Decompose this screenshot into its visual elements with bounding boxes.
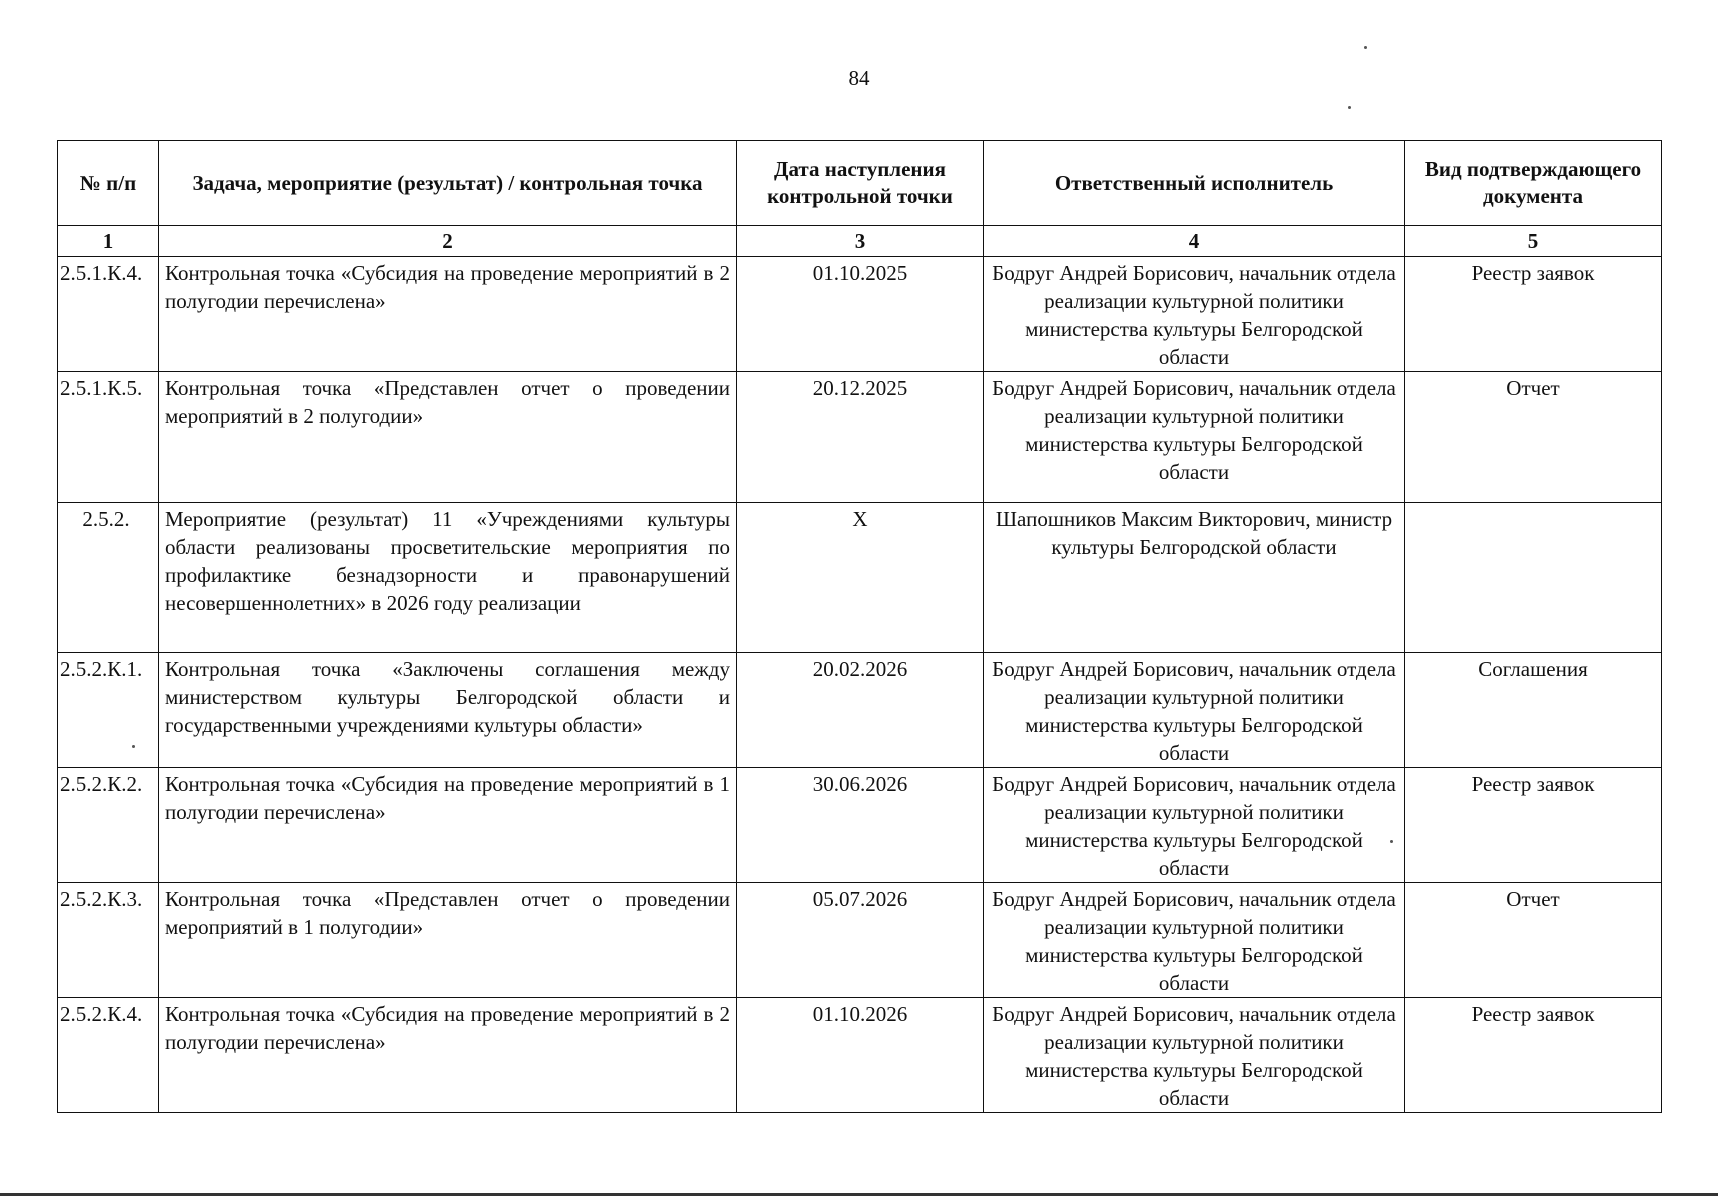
row-task: Контрольная точка «Субсидия на проведение мероприятий в 1 полугодии перечислена»: [159, 768, 737, 883]
table-row: [58, 372, 1662, 503]
table-row: [58, 883, 1662, 998]
scan-speck: [1348, 106, 1351, 109]
row-number: 2.5.2.К.1.: [58, 653, 159, 768]
table-row: [58, 257, 1662, 372]
row-executor: Бодруг Андрей Борисович, начальник отдела реализации культурной политики министерства культуры Белгородской области: [984, 883, 1405, 998]
row-date: 01.10.2025: [737, 257, 984, 372]
column-number: 1: [58, 226, 159, 257]
column-number: 2: [159, 226, 737, 257]
table-header-row: [58, 141, 1662, 226]
row-date: 30.06.2026: [737, 768, 984, 883]
row-executor: Бодруг Андрей Борисович, начальник отдела реализации культурной политики министерства культуры Белгородской области: [984, 653, 1405, 768]
row-document: Отчет: [1405, 372, 1662, 503]
table-row: [58, 503, 1662, 653]
scan-edge-line: [0, 1193, 1718, 1196]
table-row: [58, 768, 1662, 883]
row-document: Реестр заявок: [1405, 257, 1662, 372]
row-task: Контрольная точка «Представлен отчет о проведении мероприятий в 1 полугодии»: [159, 883, 737, 998]
row-task: Контрольная точка «Заключены соглашения между министерством культуры Белгородской области и государственными учреждениями культуры области»: [159, 653, 737, 768]
control-points-table: [57, 140, 1662, 1113]
row-executor: Бодруг Андрей Борисович, начальник отдела реализации культурной политики министерства культуры Белгородской области: [984, 998, 1405, 1113]
header-number: № п/п: [58, 141, 159, 226]
header-date: Дата наступления контрольной точки: [737, 141, 984, 226]
row-executor: Бодруг Андрей Борисович, начальник отдела реализации культурной политики министерства культуры Белгородской области: [984, 768, 1405, 883]
row-number: 2.5.2.К.3.: [58, 883, 159, 998]
row-number: 2.5.1.К.5.: [58, 372, 159, 503]
table-row: [58, 653, 1662, 768]
column-number: 4: [984, 226, 1405, 257]
row-task: Мероприятие (результат) 11 «Учреждениями культуры области реализованы просветительские мероприятия по профилактике безнадзорности и правонарушений несовершеннолетних» в 2026 году реализации: [159, 503, 737, 653]
table-row: [58, 998, 1662, 1113]
row-task: Контрольная точка «Представлен отчет о проведении мероприятий в 2 полугодии»: [159, 372, 737, 503]
header-task: Задача, мероприятие (результат) / контрольная точка: [159, 141, 737, 226]
row-executor: Шапошников Максим Викторович, министр культуры Белгородской области: [984, 503, 1405, 653]
row-document: Соглашения: [1405, 653, 1662, 768]
scan-speck: [1364, 46, 1367, 49]
row-date: 20.12.2025: [737, 372, 984, 503]
row-date: 01.10.2026: [737, 998, 984, 1113]
row-document: [1405, 503, 1662, 653]
row-number: 2.5.1.К.4.: [58, 257, 159, 372]
row-task: Контрольная точка «Субсидия на проведение мероприятий в 2 полугодии перечислена»: [159, 998, 737, 1113]
row-document: Реестр заявок: [1405, 998, 1662, 1113]
scan-speck: [132, 745, 135, 748]
header-executor: Ответственный исполнитель: [984, 141, 1405, 226]
row-date: Х: [737, 503, 984, 653]
row-document: Реестр заявок: [1405, 768, 1662, 883]
row-executor: Бодруг Андрей Борисович, начальник отдела реализации культурной политики министерства культуры Белгородской области: [984, 257, 1405, 372]
column-number: 5: [1405, 226, 1662, 257]
row-executor: Бодруг Андрей Борисович, начальник отдела реализации культурной политики министерства культуры Белгородской области: [984, 372, 1405, 503]
scan-speck: [1390, 840, 1393, 843]
row-number: 2.5.2.К.2.: [58, 768, 159, 883]
row-date: 05.07.2026: [737, 883, 984, 998]
page-number: 84: [848, 66, 870, 90]
row-number: 2.5.2.: [58, 503, 159, 653]
row-date: 20.02.2026: [737, 653, 984, 768]
row-document: Отчет: [1405, 883, 1662, 998]
column-number-row: [58, 226, 1662, 257]
row-number: 2.5.2.К.4.: [58, 998, 159, 1113]
row-task: Контрольная точка «Субсидия на проведение мероприятий в 2 полугодии перечислена»: [159, 257, 737, 372]
header-document: Вид подтверждающего документа: [1405, 141, 1662, 226]
column-number: 3: [737, 226, 984, 257]
